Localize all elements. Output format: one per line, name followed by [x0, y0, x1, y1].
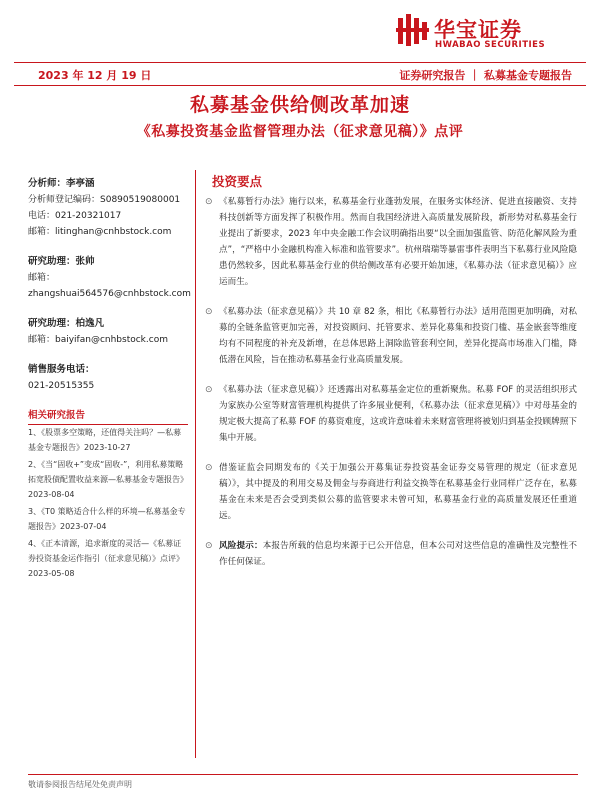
report-category: 证券研究报告 ｜ 私募基金专题报告 — [399, 69, 572, 82]
related-report-item[interactable]: 4、《正本清源，追求渐度的灵活—《私募证券投资基金运作指引（征求意见稿）》点评》2023-05-08 — [28, 539, 184, 578]
footer-divider — [28, 774, 578, 775]
author-sidebar — [28, 176, 191, 583]
related-reports-list — [28, 425, 188, 581]
section-heading: 投资要点 — [212, 174, 263, 189]
assistant-email[interactable]: zhangshuai564576@cnhbstock.com — [28, 289, 191, 299]
sales-block — [28, 362, 188, 394]
analyst-cert: 分析师登记编码：S0890519080001 — [28, 195, 181, 205]
header-bar — [14, 62, 586, 86]
sales-label: 销售服务电话： — [28, 364, 95, 375]
assistant2-block — [28, 316, 188, 348]
analyst-email[interactable]: 邮箱：litinghan@cnhbstock.com — [28, 227, 172, 237]
point-paragraph — [205, 304, 577, 368]
bullet-icon: ⊙ — [205, 197, 213, 207]
point-text: 借鉴证监会同期发布的《关于加强公开募集证券投资基金证券交易管理的规定（征求意见稿）》，其中提及的利用交易及佣金与券商进行利益交换等在私募基金行业同样广泛存在，私募基金在未来是否会受到类似公募的监管要求未曾可知，私募基金行业的高质量发展还任重道远。 — [219, 463, 577, 521]
risk-text: 本报告所载的信息均来源于已公开信息，但本公司对这些信息的准确性及完整性不作任何保证。 — [219, 541, 577, 567]
page-title: 私募基金供给侧改革加速 — [189, 94, 410, 116]
hwabao-logo-icon — [394, 12, 430, 48]
analyst-phone: 电话：021-20321017 — [28, 211, 122, 221]
point-paragraph — [205, 382, 577, 446]
point-text: 《私募办法（征求意见稿）》共 10 章 82 条，相比《私募暂行办法》适用范围更加明确，对私募的全链条监管更加完善，对投资顾问、托管要求、差异化募集和投资门槛、基金嵌套等维度均有不同程度的补充及新增，在总体思路上洞除监管套利空间，差异化提高市场准入门槛，降低潜在风险，旨在推动私募基金行业高质量发展。 — [219, 307, 577, 365]
point-text: 《私募办法（征求意见稿）》还透露出对私募基金定位的重新聚焦。私募 FOF 的灵活组织形式为家族办公室等财富管理机构提供了许多展业便利，《私募办法（征求意见稿）》中对母基金的规定极大提高了私募 FOF 的募资难度，这或许意味着未来财富管理将被划归到基金投顾牌照下集中开展。 — [219, 385, 577, 443]
assistant2-name: 研究助理：柏逸凡 — [28, 318, 105, 329]
disclaimer-note: 敬请参阅报告结尾处免责声明 — [28, 780, 132, 789]
investment-points — [205, 194, 577, 584]
company-logo — [394, 12, 590, 52]
assistant2-email[interactable]: 邮箱：baiyifan@cnhbstock.com — [28, 335, 168, 345]
related-report-item[interactable]: 2、《当“固收+”变成“固收-”，利用私募策略拓宽股债配置收益来源—私募基金专题报告》2023-08-04 — [28, 460, 188, 499]
page-subtitle: 《私募投资基金监督管理办法（征求意见稿）》点评 — [136, 124, 464, 140]
assistant-block — [28, 254, 191, 302]
bullet-icon: ⊙ — [205, 541, 213, 551]
sales-phone: 021-20515355 — [28, 381, 95, 391]
bullet-icon: ⊙ — [205, 463, 213, 473]
column-divider — [195, 170, 196, 758]
risk-paragraph — [205, 538, 577, 570]
bullet-icon: ⊙ — [205, 307, 213, 317]
report-date: 2023 年 12 月 19 日 — [38, 69, 152, 82]
assistant-name: 研究助理：张帅 — [28, 256, 95, 267]
logo-text-cn: 华宝证券 — [434, 18, 522, 42]
related-report-item[interactable]: 1、《股票多空策略，还值得关注吗？—私募基金专题报告》2023-10-27 — [28, 428, 182, 452]
logo-text-en: HWABAO SECURITIES — [435, 40, 546, 50]
analyst-name: 分析师：李亭涵 — [28, 178, 95, 189]
related-report-item[interactable]: 3、《T0 策略适合什么样的环境—私募基金专题报告》2023-07-04 — [28, 507, 186, 531]
point-text: 《私募暂行办法》施行以来，私募基金行业蓬勃发展，在服务实体经济、促进直接融资、支持科技创新等方面发挥了积极作用。然而自我国经济进入高质量发展阶段，新形势对私募基金行业提出了新要求，2023 年中央金融工作会议明确指出要“以全面加强监管、防范化解风险为重点”，“严格中小金融机构准入标准和监管要求”。杭州瑞瑞等暴雷事件表明当下私募行业风险隐患仍然较多，因此私募基金行业的供给侧改革有必要开始加速，《私募办法（征求意见稿）》应运而生。 — [219, 197, 577, 287]
risk-label: 风险提示： — [219, 541, 263, 551]
point-paragraph — [205, 194, 577, 290]
assistant-email-label: 邮箱： — [28, 273, 56, 283]
bullet-icon: ⊙ — [205, 385, 213, 395]
point-paragraph — [205, 460, 577, 524]
analyst-block — [28, 176, 188, 240]
related-reports-heading: 相关研究报告 — [28, 408, 188, 425]
